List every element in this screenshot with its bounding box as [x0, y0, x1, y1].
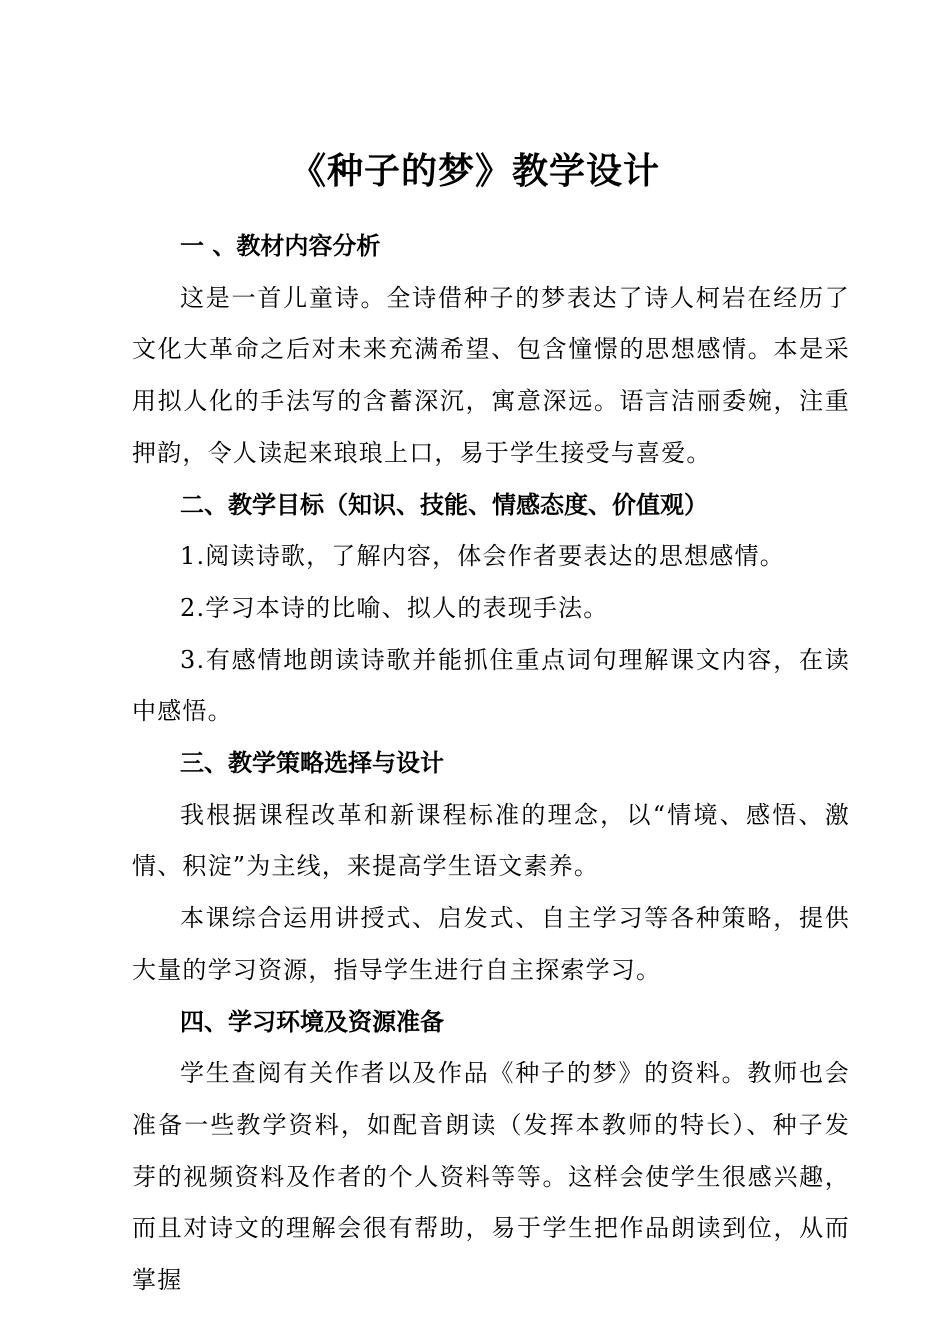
section-teaching-goals: [132, 480, 850, 739]
section-material-analysis: [132, 221, 850, 480]
section-heading: 一 、教材内容分析: [180, 232, 381, 260]
paragraph: 本课综合运用讲授式、启发式、自主学习等各种策略，提供大量的学习资源，指导学生进行自主探索学习。: [132, 904, 850, 984]
paragraph: 学生查阅有关作者以及作品《种子的梦》的资料。教师也会准备一些教学资料，如配音朗读（发挥本教师的特长）、种子发芽的视频资料及作者的个人资料等等。这样会使学生很感兴趣，而且对诗文的理解会很有帮助，易于学生把作品朗读到位，从而掌握: [132, 1059, 850, 1295]
document-body: [132, 221, 850, 1307]
paragraph: 我根据课程改革和新课程标准的理念，以“情境、感悟、激情、积淀”为主线，来提高学生语文素养。: [132, 800, 850, 881]
paragraph: 这是一首儿童诗。全诗借种子的梦表达了诗人柯岩在经历了文化大革命之后对未来充满希望、包含憧憬的思想感情。本是采用拟人化的手法写的含蓄深沉，寓意深远。语言洁丽委婉，注重押韵，令人读起来琅琅上口，易于学生接受与喜爱。: [132, 283, 850, 467]
section-heading: 三、教学策略选择与设计: [180, 749, 444, 778]
goal-item: 3.有感情地朗读诗歌并能抓住重点词句理解课文内容，在读中感悟。: [132, 645, 850, 726]
section-learning-environment: [132, 997, 850, 1307]
section-heading: 二、教学目标（知识、技能、情感态度、价值观）: [180, 490, 708, 519]
goal-item: 2.学习本诗的比喻、拟人的表现手法。: [180, 593, 609, 622]
document-title: 《种子的梦》教学设计: [289, 151, 660, 193]
section-teaching-strategy: [132, 738, 850, 997]
section-heading: 四、学习环境及资源准备: [180, 1007, 444, 1036]
goal-item: 1.阅读诗歌，了解内容，体会作者要表达的思想感情。: [180, 542, 785, 571]
